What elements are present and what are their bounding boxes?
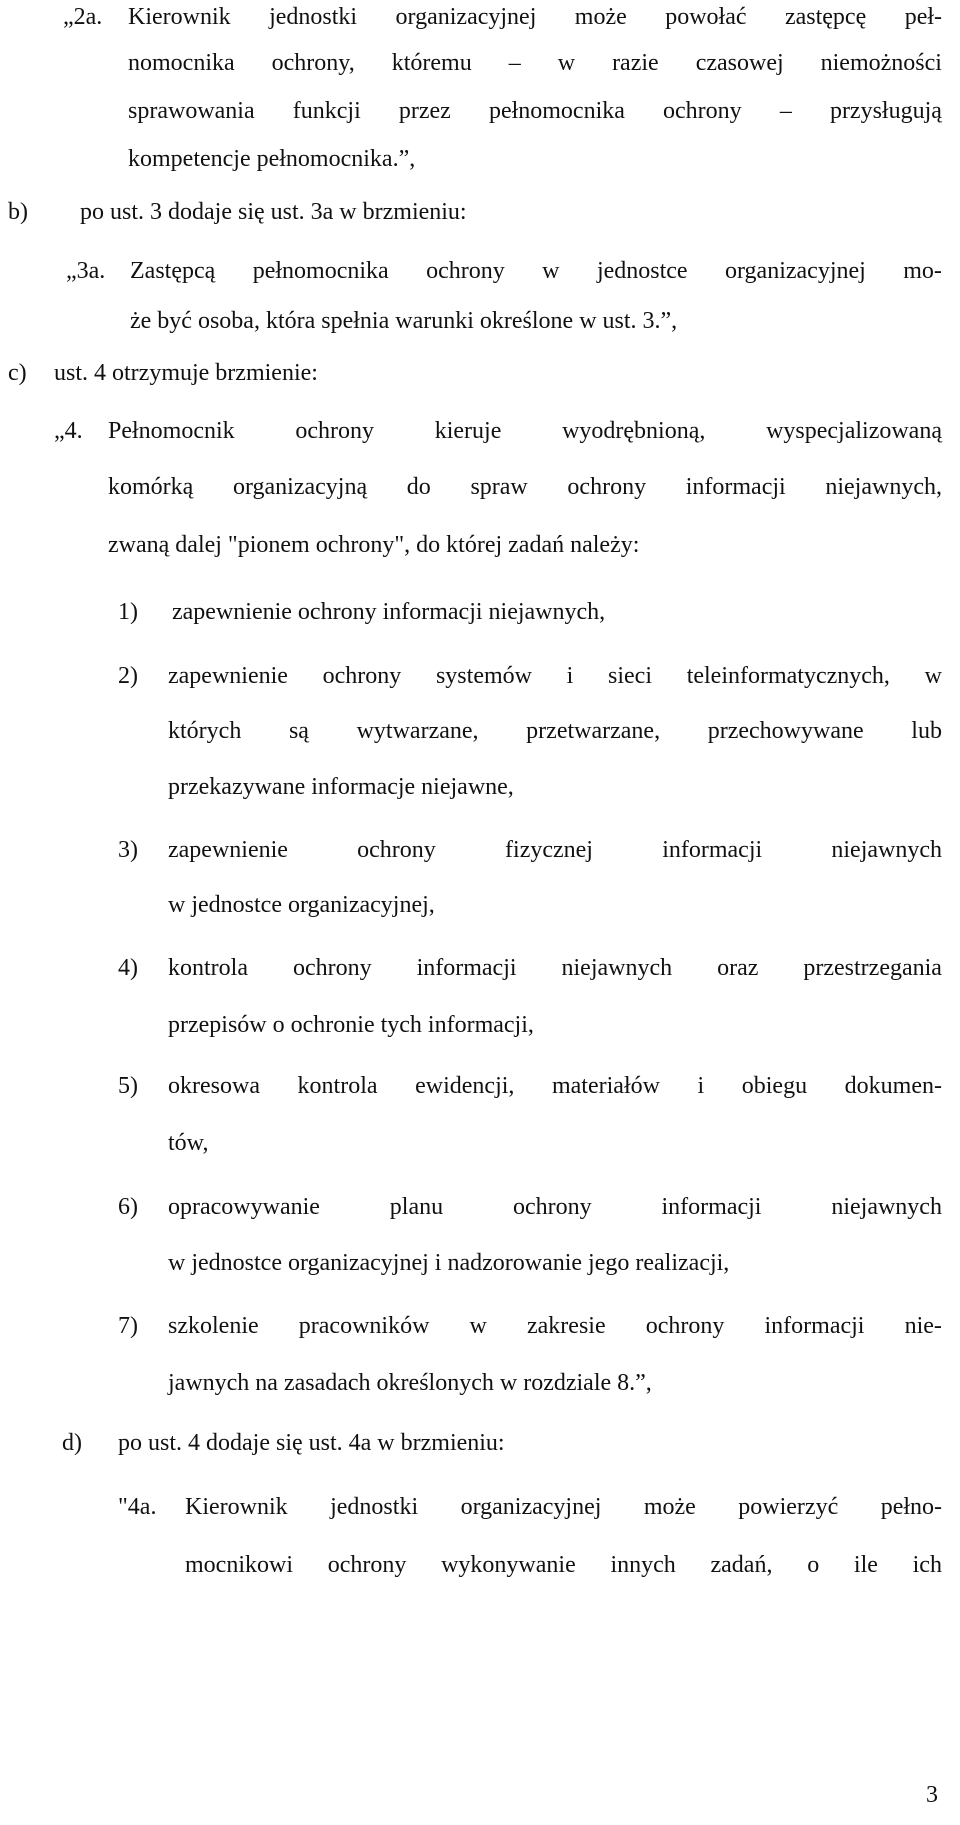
word: czasowej: [695, 50, 784, 76]
para-2a-line-4: kompetencje pełnomocnika.”,: [128, 146, 416, 172]
word: okresowa: [168, 1073, 260, 1099]
para-4a-line-2: [185, 1550, 942, 1580]
item-d-marker: d): [62, 1430, 82, 1456]
word: ochrony: [295, 418, 375, 444]
item-d-text: po ust. 4 dodaje się ust. 4a w brzmieniu:: [118, 1430, 505, 1456]
word: ich: [912, 1552, 942, 1578]
list-item-4-line-1: [168, 953, 942, 983]
word: organizacyjnej: [460, 1494, 602, 1520]
list-item-3-number: 3): [118, 837, 138, 863]
word: ochrony: [645, 1313, 725, 1339]
word: o: [807, 1552, 820, 1578]
word: szkolenie: [168, 1313, 259, 1339]
word: lub: [911, 718, 942, 744]
list-item-3-line-1: [168, 835, 942, 865]
word: w: [557, 50, 576, 76]
word: ochrony: [512, 1194, 592, 1220]
word: i: [697, 1073, 705, 1099]
word: jednostce: [596, 258, 688, 284]
list-item-1-line-1: zapewnienie ochrony informacji niejawnych,: [172, 599, 606, 625]
word: Kierownik: [128, 4, 231, 30]
para-4-line-2: [108, 472, 942, 502]
word: dokumen-: [844, 1073, 942, 1099]
word: innych: [610, 1552, 676, 1578]
word: przysługują: [829, 98, 942, 124]
word: pełno-: [880, 1494, 942, 1520]
word: informacji: [662, 837, 763, 863]
word: powołać: [665, 4, 747, 30]
word: w: [924, 663, 942, 689]
word: niejawnych,: [825, 474, 942, 500]
word: planu: [389, 1194, 444, 1220]
para-4a-number: "4a.: [118, 1494, 157, 1520]
word: przechowywane: [707, 718, 864, 744]
word: ile: [853, 1552, 878, 1578]
word: zastępcę: [784, 4, 867, 30]
word: ochrony: [292, 955, 372, 981]
word: peł-: [904, 4, 942, 30]
word: w: [542, 258, 560, 284]
word: –: [508, 50, 521, 76]
item-b-text: po ust. 3 dodaje się ust. 3a w brzmieniu:: [80, 199, 467, 225]
word: ochrony,: [271, 50, 355, 76]
para-2a-line-2: [128, 48, 942, 78]
para-4-number: „4.: [54, 418, 83, 444]
word: funkcji: [292, 98, 361, 124]
para-3a-line-2: że być osoba, która spełnia warunki określone w ust. 3.”,: [130, 308, 678, 334]
word: wykonywanie: [441, 1552, 576, 1578]
word: komórką: [108, 474, 194, 500]
word: ochrony: [567, 474, 647, 500]
word: zapewnienie: [168, 837, 288, 863]
word: niejawnych: [831, 837, 942, 863]
word: któremu: [391, 50, 472, 76]
word: których: [168, 718, 242, 744]
word: zadań,: [710, 1552, 773, 1578]
word: Zastępcą: [130, 258, 216, 284]
word: wytwarzane,: [356, 718, 479, 744]
word: ochrony: [663, 98, 742, 124]
word: może: [574, 4, 627, 30]
word: sprawowania: [128, 98, 255, 124]
list-item-2-line-2: [168, 716, 942, 746]
para-2a-line-3: [128, 96, 942, 126]
word: ochrony: [327, 1552, 407, 1578]
word: niejawnych: [831, 1194, 942, 1220]
word: informacji: [685, 474, 786, 500]
word: organizacyjnej: [395, 4, 537, 30]
list-item-5-number: 5): [118, 1073, 138, 1099]
word: informacji: [764, 1313, 865, 1339]
word: sieci: [608, 663, 652, 689]
list-item-2-line-3: przekazywane informacje niejawne,: [168, 774, 514, 800]
word: ochrony: [357, 837, 436, 863]
word: kontrola: [168, 955, 248, 981]
word: wyspecjalizowaną: [766, 418, 942, 444]
word: organizacyjnej: [725, 258, 866, 284]
list-item-3-line-2: w jednostce organizacyjnej,: [168, 892, 435, 918]
word: zapewnienie: [168, 663, 288, 689]
word: przetwarzane,: [526, 718, 661, 744]
word: pracowników: [298, 1313, 430, 1339]
word: informacji: [661, 1194, 762, 1220]
word: organizacyjną: [232, 474, 368, 500]
word: nomocnika: [128, 50, 235, 76]
word: niejawnych: [561, 955, 673, 981]
list-item-6-number: 6): [118, 1194, 138, 1220]
para-2a-number: „2a.: [63, 4, 103, 30]
word: powierzyć: [738, 1494, 839, 1520]
word: przez: [398, 98, 451, 124]
word: zakresie: [527, 1313, 606, 1339]
list-item-7-line-2: jawnych na zasadach określonych w rozdziale 8.”,: [168, 1370, 652, 1396]
item-b-marker: b): [8, 199, 28, 225]
word: oraz: [717, 955, 759, 981]
word: kieruje: [434, 418, 502, 444]
word: może: [643, 1494, 696, 1520]
page-number: 3: [926, 1782, 938, 1808]
word: nie-: [904, 1313, 942, 1339]
word: pełnomocnika: [488, 98, 625, 124]
word: opracowywanie: [168, 1194, 320, 1220]
word: obiegu: [741, 1073, 808, 1099]
list-item-4-number: 4): [118, 955, 138, 981]
word: przestrzegania: [803, 955, 942, 981]
list-item-5-line-2: tów,: [168, 1130, 209, 1156]
list-item-5-line-1: [168, 1071, 942, 1101]
item-c-text: ust. 4 otrzymuje brzmienie:: [54, 360, 318, 386]
word: ochrony: [426, 258, 505, 284]
para-4a-line-1: [185, 1492, 942, 1522]
word: jednostki: [330, 1494, 419, 1520]
word: teleinformatycznych,: [686, 663, 890, 689]
para-3a-line-1: [130, 256, 942, 286]
word: ochrony: [322, 663, 402, 689]
word: informacji: [416, 955, 517, 981]
list-item-2-line-1: [168, 661, 942, 691]
word: fizycznej: [505, 837, 593, 863]
word: w: [469, 1313, 487, 1339]
word: kontrola: [297, 1073, 378, 1099]
list-item-7-number: 7): [118, 1313, 138, 1339]
word: są: [288, 718, 309, 744]
para-4-line-1: [108, 416, 942, 446]
word: mo-: [903, 258, 942, 284]
para-3a-number: „3a.: [66, 258, 106, 284]
word: spraw: [470, 474, 528, 500]
para-4-line-3: zwaną dalej "pionem ochrony", do której zadań należy:: [108, 532, 640, 558]
para-2a-line-1: [128, 2, 942, 32]
list-item-7-line-1: [168, 1311, 942, 1341]
list-item-1-number: 1): [118, 599, 138, 625]
word: materiałów: [551, 1073, 660, 1099]
list-item-2-number: 2): [118, 663, 138, 689]
list-item-6-line-1: [168, 1192, 942, 1222]
word: do: [406, 474, 431, 500]
word: wyodrębnioną,: [562, 418, 706, 444]
word: –: [779, 98, 792, 124]
word: Kierownik: [185, 1494, 288, 1520]
word: niemożności: [820, 50, 942, 76]
word: systemów: [435, 663, 532, 689]
word: pełnomocnika: [252, 258, 389, 284]
word: mocnikowi: [185, 1552, 293, 1578]
list-item-4-line-2: przepisów o ochronie tych informacji,: [168, 1012, 534, 1038]
word: jednostki: [269, 4, 358, 30]
list-item-6-line-2: w jednostce organizacyjnej i nadzorowanie jego realizacji,: [168, 1250, 730, 1276]
item-c-marker: c): [8, 360, 27, 386]
word: ewidencji,: [415, 1073, 515, 1099]
word: Pełnomocnik: [108, 418, 235, 444]
word: i: [566, 663, 574, 689]
word: razie: [612, 50, 659, 76]
